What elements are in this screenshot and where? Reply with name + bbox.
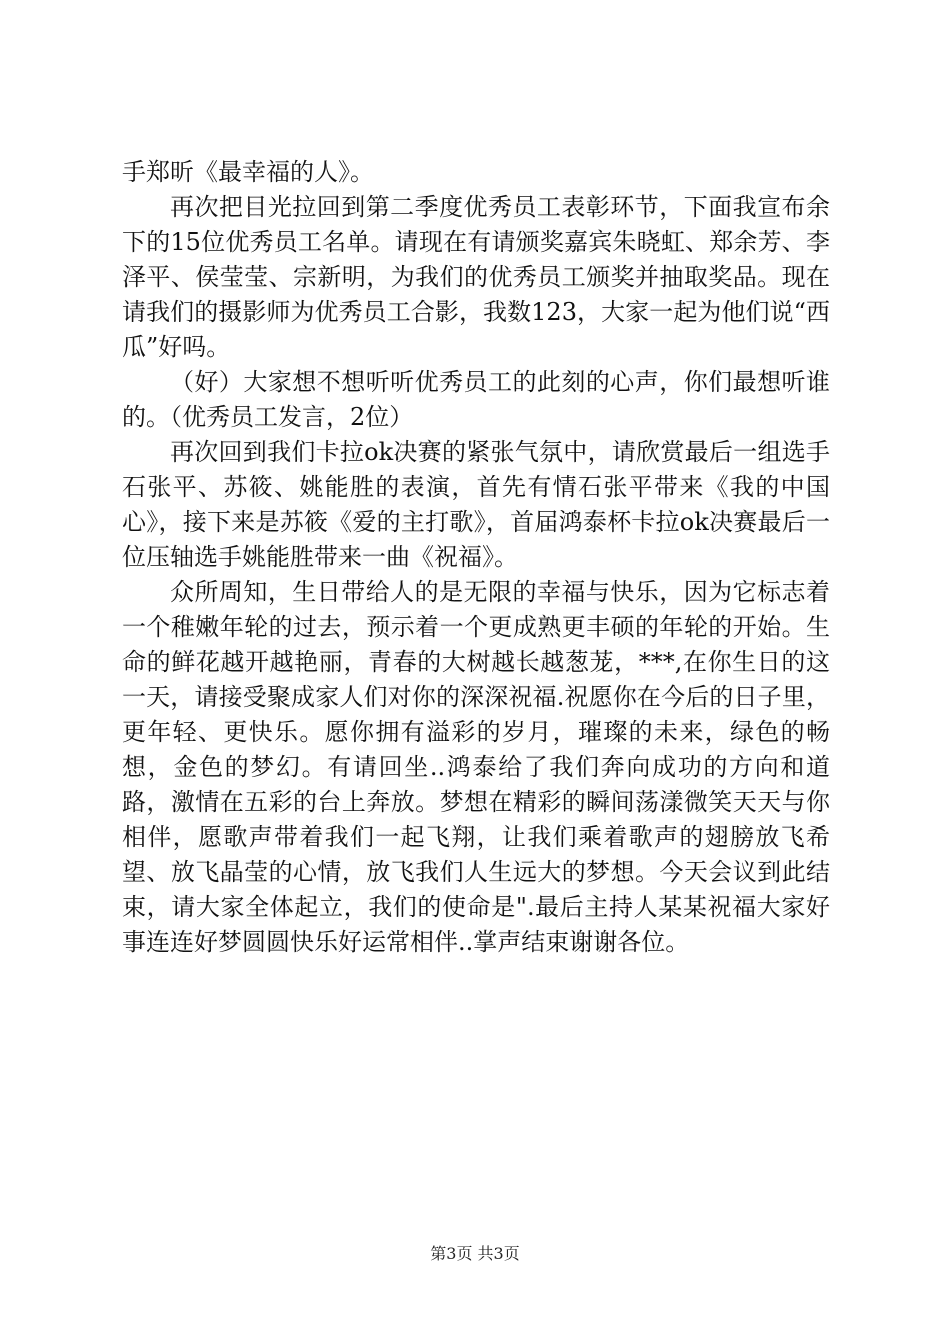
paragraph-birthday-closing: 众所周知，生日带给人的是无限的幸福与快乐，因为它标志着一个稚嫩年轮的过去，预示着一个更成熟更丰硕的年轮的开始。生命的鲜花越开越艳丽，青春的大树越长越葱茏，***,在你生日的这一天，请接受聚成家人们对你的深深祝福.祝愿你在今后的日子里，更年轻、更快乐。愿你拥有溢彩的岁月，璀璨的未来，绿色的畅想，金色的梦幻。有请回坐..鸿泰给了我们奔向成功的方向和道路，激情在五彩的台上奔放。梦想在精彩的瞬间荡漾微笑天天与你相伴，愿歌声带着我们一起飞翔，让我们乘着歌声的翅膀放飞希望、放飞晶莹的心情，放飞我们人生远大的梦想。今天会议到此结束，请大家全体起立，我们的使命是".最后主持人某某祝福大家好事连连好梦圆圆快乐好运常相伴..掌声结束谢谢各位。 <box>122 578 830 956</box>
paragraph-employee-speech: （好）大家想不想听听优秀员工的此刻的心声，你们最想听谁的。（优秀员工发言，2位） <box>122 368 830 431</box>
paragraph-karaoke-final: 再次回到我们卡拉ok决赛的紧张气氛中，请欣赏最后一组选手石张平、苏筱、姚能胜的表演，首先有情石张平带来《我的中国心》，接下来是苏筱《爱的主打歌》，首届鸿泰杯卡拉ok决赛最后一位压轴选手姚能胜带来一曲《祝福》。 <box>122 438 830 571</box>
paragraph-employee-awards: 再次把目光拉回到第二季度优秀员工表彰环节，下面我宣布余下的15位优秀员工名单。请现在有请颁奖嘉宾朱晓虹、郑余芳、李泽平、侯莹莹、宗新明，为我们的优秀员工颁奖并抽取奖品。现在请我们的摄影师为优秀员工合影，我数123，大家一起为他们说“西瓜”好吗。 <box>122 193 830 361</box>
page-number-footer: 第3页 共3页 <box>430 1244 520 1263</box>
paragraph-continuation: 手郑昕《最幸福的人》。 <box>122 158 374 186</box>
body-text <box>122 155 830 960</box>
